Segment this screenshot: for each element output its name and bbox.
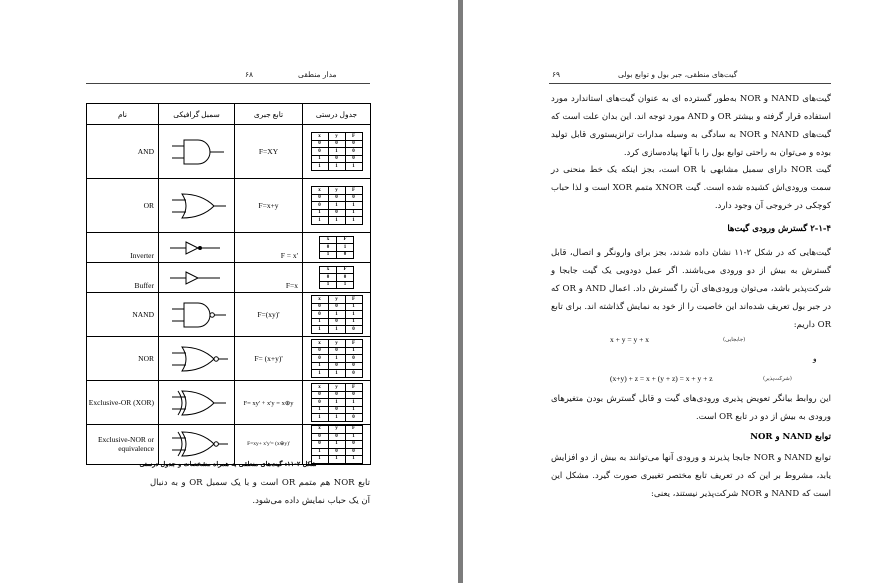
truth-table-value: 0 [311, 148, 328, 156]
truth-table-value: 0 [345, 414, 362, 422]
truth-table-value: 1 [311, 163, 328, 171]
truth-table-value: 1 [345, 311, 362, 319]
truth-table-header: F [345, 426, 362, 434]
truth-table-value: 0 [311, 355, 328, 363]
right-page [463, 0, 892, 583]
truth-table-header: y [328, 187, 345, 195]
truth-table-value: 1 [345, 347, 362, 355]
truth-table-value: 0 [345, 148, 362, 156]
truth-table-header: x [320, 266, 337, 274]
truth-table-value: 0 [345, 326, 362, 334]
left-running-title: مدار منطقی [298, 70, 337, 79]
truth-table-header: F [345, 187, 362, 195]
truth-table-value: 1 [311, 318, 328, 326]
left-header-rule [86, 83, 370, 84]
logic-gates-table [86, 103, 371, 465]
header-truth-table: جدول درستی [303, 104, 371, 125]
truth-table [319, 266, 354, 290]
truth-table-value: 0 [328, 448, 345, 456]
truth-table-header: F [337, 236, 354, 244]
truth-table-header: x [311, 296, 328, 304]
truth-table-value: 0 [328, 155, 345, 163]
truth-table-value: 1 [328, 370, 345, 378]
gate-name: Exclusive-NOR or equivalence [87, 425, 159, 465]
gate-name: Buffer [87, 263, 159, 293]
xor-gate-symbol [159, 381, 235, 425]
gate-row-buffer [87, 263, 371, 293]
gate-name: Exclusive-OR (XOR) [87, 381, 159, 425]
truth-table-value: 0 [311, 311, 328, 319]
truth-table-cell [303, 293, 371, 337]
inverter-gate-icon [162, 236, 232, 260]
truth-table-value: 0 [345, 441, 362, 449]
truth-table-value: 0 [311, 399, 328, 407]
truth-table-value: 1 [311, 406, 328, 414]
truth-table-value: 0 [345, 448, 362, 456]
truth-table [311, 132, 363, 171]
truth-table-value: 0 [320, 244, 337, 252]
truth-table-value: 0 [345, 194, 362, 202]
section-heading-nand-nor: توابع NAND و NOR [750, 432, 831, 442]
gate-row-or [87, 179, 371, 233]
truth-table-value: 1 [328, 414, 345, 422]
truth-table [319, 236, 354, 260]
gate-name: Inverter [87, 233, 159, 263]
truth-table-value: 0 [328, 406, 345, 414]
truth-table [311, 383, 363, 422]
truth-table-value: 1 [345, 209, 362, 217]
and-gate-symbol [159, 125, 235, 179]
truth-table [311, 295, 363, 334]
paragraph-3: گیت‌هایی که در شکل ۲-۱۱ نشان داده شدند، بجز برای وارونگر و اتصال، قابل گسترش به بیش از دو ورودی می‌باشند. اگر عمل دودویی یک گیت جابجا و شرکت‌پذیر باشد، می‌توان ورودی‌های آن را گسترش داد. اعمال AND و OR که در جبر بول تعریف شده‌اند این خاصیت را از خود به نمایش گذاشته اند. برای تابع OR داریم: [551, 248, 831, 330]
truth-table-value: 0 [337, 251, 354, 259]
gate-function: F=x [235, 263, 303, 293]
paragraph-5: توابع NAND و NOR جابجا پذیرند و ورودی آنها می‌توانند به بیش از دو افزایش یابد، مشروط بر این که در تعریف تابع مختصر تغییری صورت گیرد. مشکل این است که NAND و NOR شرکت‌پذیر نیستند، یعنی: [551, 453, 831, 499]
truth-table-value: 1 [320, 251, 337, 259]
or-gate-symbol [159, 179, 235, 233]
truth-table-value: 1 [311, 456, 328, 464]
gate-row-nand [87, 293, 371, 337]
gate-function: F = x' [235, 233, 303, 263]
truth-table-value: 1 [311, 326, 328, 334]
truth-table-value: 1 [311, 362, 328, 370]
paragraph-2: گیت NOR دارای سمبل مشابهی با OR است، بجز اینکه یک خط منحنی در سمت ورودی‌اش کشیده شده است. گیت XNOR متمم XOR است و لذا حباب کوچکی در خروجی آن وجود دارد. [551, 165, 832, 211]
gate-function: F= (x+y)' [235, 337, 303, 381]
truth-table-value: 0 [328, 318, 345, 326]
truth-table-value: 0 [311, 140, 328, 148]
truth-table-value: 0 [311, 441, 328, 449]
truth-table [311, 339, 363, 378]
truth-table-header: x [320, 236, 337, 244]
truth-table-value: 1 [311, 370, 328, 378]
truth-table-value: 1 [328, 202, 345, 210]
truth-table-header: y [328, 296, 345, 304]
truth-table-cell [303, 381, 371, 425]
truth-table-value: 0 [311, 202, 328, 210]
truth-table-value: 0 [320, 274, 337, 282]
truth-table-value: 1 [345, 202, 362, 210]
truth-table-value: 0 [328, 194, 345, 202]
and-gate-icon [162, 134, 232, 170]
paragraph-1: گیت‌های NAND و NOR به‌طور گسترده ای به عنوان گیت‌های استاندارد مورد استفاده قرار گرفته و بیشتر OR و AND مورد توجه اند. این بدان علت است که گیت‌های NAND و NOR به سادگی به وسیله مدارات ترانزیستوری قابل تولید بوده و می‌توان به راحتی توابع بول را با آنها پیاده‌سازی کرد. [551, 94, 832, 158]
truth-table-value: 1 [328, 163, 345, 171]
truth-table-header: x [311, 187, 328, 195]
nor-gate-symbol [159, 337, 235, 381]
truth-table-value: 1 [328, 217, 345, 225]
equation-commutative: x + y = y + x [610, 335, 649, 344]
truth-table-value: 0 [328, 209, 345, 217]
truth-table-header: y [328, 133, 345, 141]
truth-table-cell [303, 233, 371, 263]
gate-function: F= xy' + x'y = x⊕y [235, 381, 303, 425]
truth-table-value: 0 [345, 140, 362, 148]
truth-table-value: 0 [328, 433, 345, 441]
truth-table-value: 1 [328, 441, 345, 449]
gate-name: NAND [87, 293, 159, 337]
gate-name: AND [87, 125, 159, 179]
truth-table-value: 0 [345, 155, 362, 163]
gate-function: F=xy+ x'y'= (x⊕y)' [235, 425, 303, 465]
truth-table-value: 1 [328, 399, 345, 407]
truth-table-value: 1 [311, 414, 328, 422]
truth-table-value: 0 [345, 362, 362, 370]
truth-table-value: 1 [328, 456, 345, 464]
inverter-gate-symbol [159, 233, 235, 263]
truth-table-value: 1 [328, 311, 345, 319]
gate-row-xnor [87, 425, 371, 465]
gate-row-and [87, 125, 371, 179]
header-function: تابع جبری [235, 104, 303, 125]
nand-gate-symbol [159, 293, 235, 337]
truth-table-header: F [345, 340, 362, 348]
truth-table-value: 0 [328, 362, 345, 370]
buffer-gate-symbol [159, 263, 235, 293]
gate-row-nor [87, 337, 371, 381]
truth-table-header: F [345, 296, 362, 304]
header-symbol: سمبل گرافیکی [159, 104, 235, 125]
or-gate-icon [162, 188, 232, 224]
truth-table-header: F [337, 266, 354, 274]
truth-table-value: 1 [311, 209, 328, 217]
truth-table-value: 1 [345, 433, 362, 441]
equation-associative-note: (شرکت‌پذیر) [763, 376, 792, 382]
truth-table-value: 0 [311, 433, 328, 441]
truth-table-value: 0 [328, 391, 345, 399]
truth-table-cell [303, 125, 371, 179]
truth-table-value: 1 [345, 456, 362, 464]
xnor-gate-symbol [159, 425, 235, 465]
buffer-gate-icon [162, 266, 232, 290]
truth-table-cell [303, 179, 371, 233]
gate-function: F=XY [235, 125, 303, 179]
truth-table-value: 1 [337, 244, 354, 252]
truth-table-value: 0 [311, 194, 328, 202]
equation-associative: (x+y) + z = x + (y + z) = x + y + z [610, 374, 713, 383]
gate-name: NOR [87, 337, 159, 381]
paragraph-4: این روابط بیانگر تعویض پذیری ورودی‌های گیت و قابل گسترش بودن متغیرهای ورودی به بیش از دو در تابع OR است. [551, 394, 831, 422]
truth-table-value: 0 [311, 303, 328, 311]
truth-table-value: 0 [337, 274, 354, 282]
truth-table-value: 1 [328, 148, 345, 156]
truth-table-value: 0 [345, 370, 362, 378]
truth-table-value: 1 [345, 303, 362, 311]
truth-table-value: 0 [345, 391, 362, 399]
truth-table [311, 425, 363, 464]
truth-table-value: 1 [311, 155, 328, 163]
left-paragraph: تابع NOR هم متمم OR است و با یک سمبل OR و به دنبال آن یک حباب نمایش داده می‌شود. [150, 478, 370, 506]
truth-table-cell [303, 425, 371, 465]
gate-row-xor [87, 381, 371, 425]
gate-function: F=(xy)' [235, 293, 303, 337]
truth-table-value: 1 [328, 326, 345, 334]
truth-table-header: y [328, 426, 345, 434]
truth-table-value: 0 [311, 347, 328, 355]
truth-table-header: y [328, 384, 345, 392]
truth-table-value: 0 [328, 347, 345, 355]
gate-name: OR [87, 179, 159, 233]
xnor-gate-icon [162, 426, 232, 462]
truth-table-header: x [311, 426, 328, 434]
header-name: نام [87, 104, 159, 125]
truth-table-value: 1 [345, 163, 362, 171]
truth-table-header: F [345, 384, 362, 392]
truth-table-value: 1 [345, 399, 362, 407]
gate-row-inverter [87, 233, 371, 263]
truth-table-cell [303, 337, 371, 381]
truth-table-value: 1 [311, 217, 328, 225]
truth-table-header: x [311, 340, 328, 348]
nand-gate-icon [162, 297, 232, 333]
truth-table-header: x [311, 384, 328, 392]
truth-table-header: F [345, 133, 362, 141]
gate-function: F=x+y [235, 179, 303, 233]
left-page-number: ۶۸ [245, 70, 254, 79]
nor-gate-icon [162, 341, 232, 377]
section-heading-gate-expansion: ۲-۱-۴ گسترش ورودی گیت‌ها [727, 224, 831, 234]
right-running-title: گیت‌های منطقی، جبر بول و توابع بولی [618, 70, 738, 79]
truth-table-value: 1 [337, 281, 354, 289]
equation-commutative-note: (جابجایی) [723, 337, 746, 343]
truth-table-value: 0 [311, 391, 328, 399]
truth-table-value: 0 [345, 355, 362, 363]
truth-table-value: 1 [345, 318, 362, 326]
truth-table-value: 0 [328, 140, 345, 148]
truth-table-header: y [328, 340, 345, 348]
truth-table-value: 1 [328, 355, 345, 363]
figure-caption: شکل ۲-۱۱: گیت‌های منطقی به همراه مشخصات و جدول درستی [139, 460, 317, 468]
xor-gate-icon [162, 385, 232, 421]
truth-table-value: 1 [320, 281, 337, 289]
truth-table-value: 1 [345, 217, 362, 225]
conjunction-and: و [813, 354, 817, 363]
right-header-rule [549, 83, 831, 84]
truth-table-value: 1 [345, 406, 362, 414]
truth-table-header: x [311, 133, 328, 141]
truth-table [311, 186, 363, 225]
truth-table-value: 0 [328, 303, 345, 311]
truth-table-cell [303, 263, 371, 293]
right-page-number: ۶۹ [552, 70, 561, 79]
truth-table-value: 1 [311, 448, 328, 456]
